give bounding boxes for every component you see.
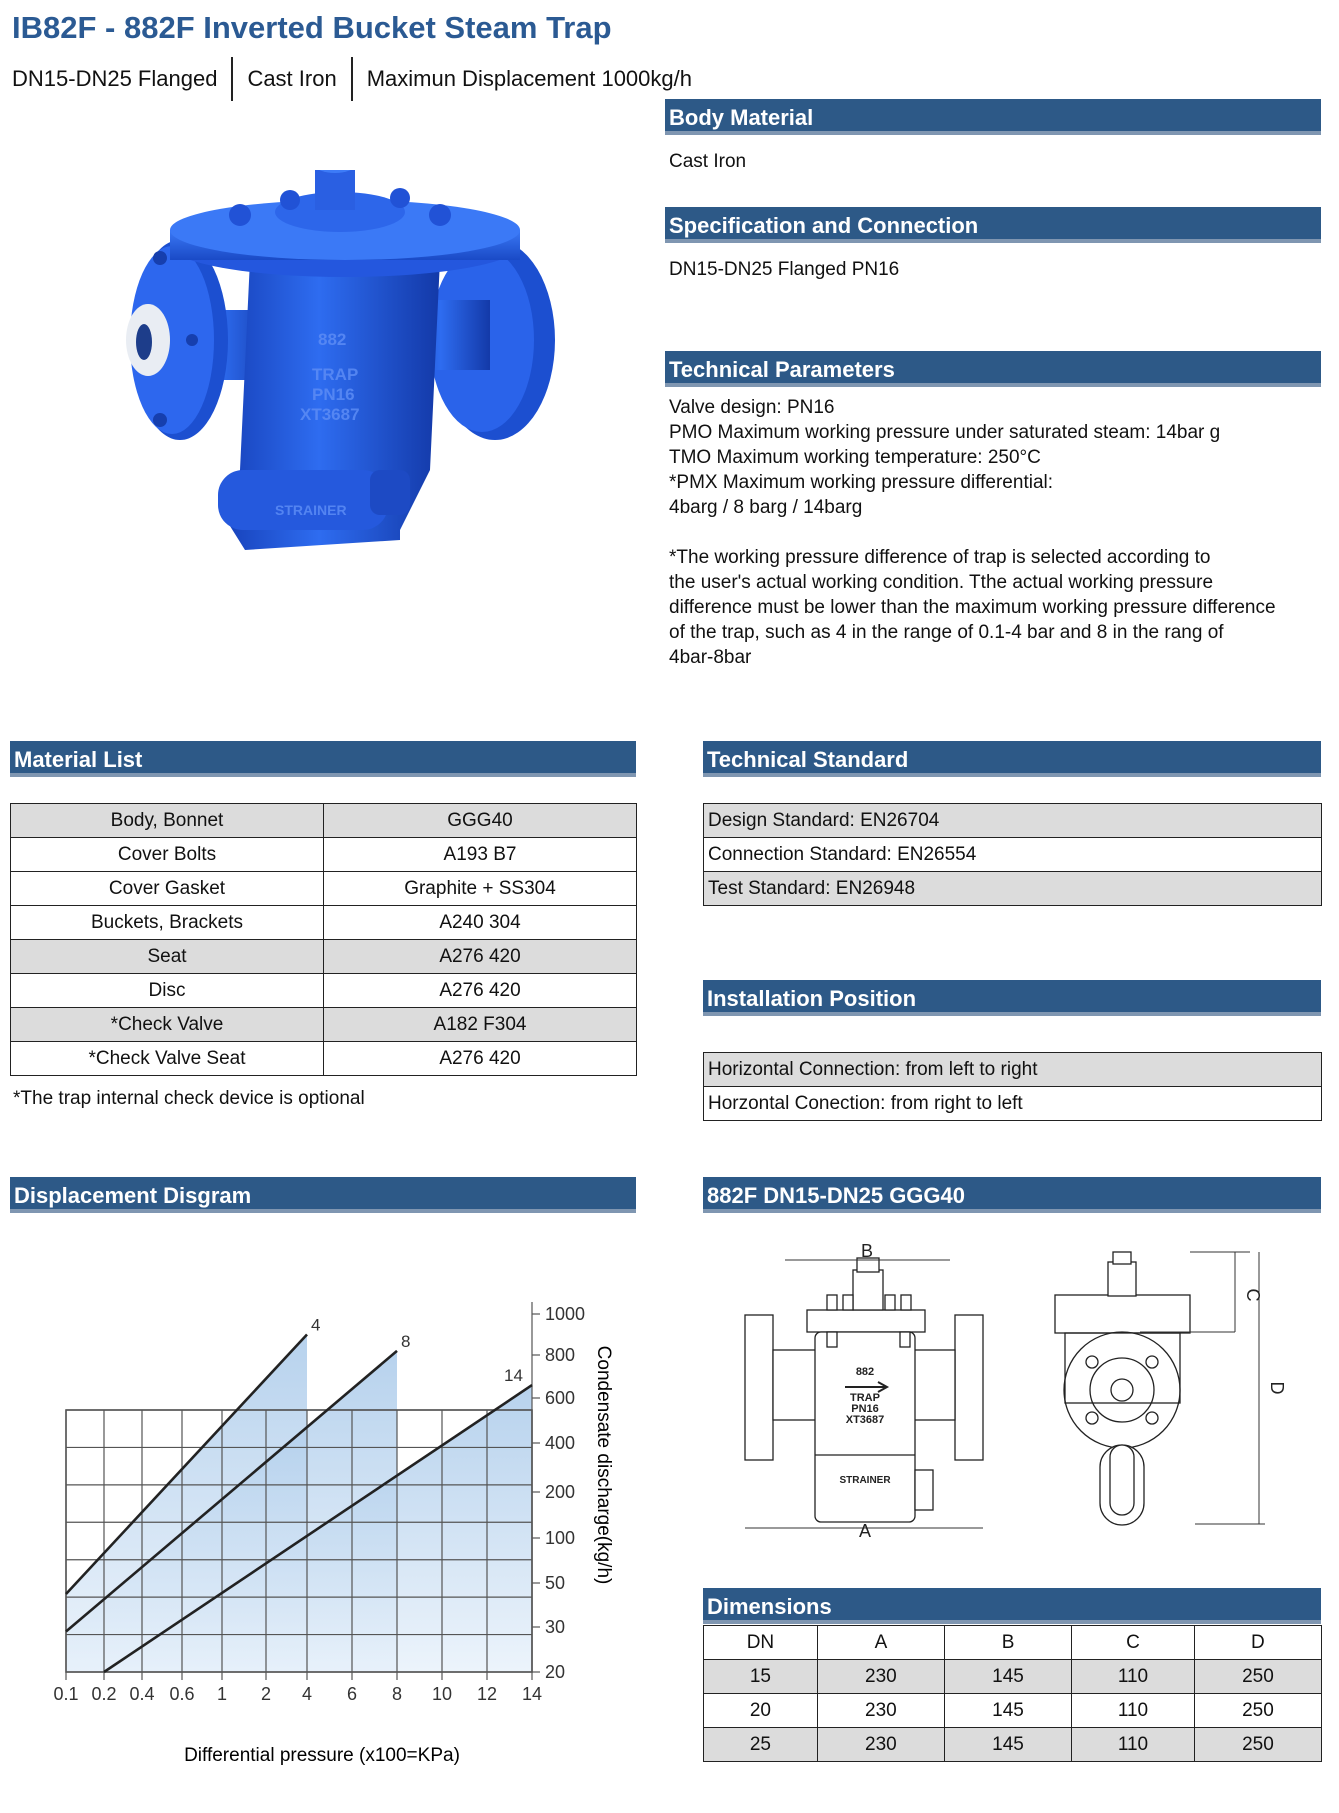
column-header: A	[817, 1626, 944, 1660]
drawing-text-code: XT3687	[845, 1414, 885, 1426]
material-spec: A276 420	[324, 940, 637, 974]
dim-label-c: C	[1243, 1288, 1263, 1302]
standard-cell: Connection Standard: EN26554	[704, 838, 1322, 872]
column-header: B	[944, 1626, 1071, 1660]
material-table	[10, 803, 637, 1076]
dim-cell: 145	[944, 1728, 1071, 1762]
table-row	[704, 1694, 1322, 1728]
chart-y-tick-label: 50	[545, 1573, 566, 1593]
drawing-text-pn: PN16	[851, 1403, 879, 1415]
dim-label-a: A	[858, 1521, 872, 1540]
table-row	[704, 872, 1322, 906]
material-part: Seat	[11, 940, 324, 974]
material-spec: A276 420	[324, 974, 637, 1008]
dim-cell: 250	[1194, 1660, 1321, 1694]
drawing-text-trap: TRAP	[850, 1392, 880, 1404]
dim-cell: 110	[1072, 1694, 1195, 1728]
chart-y-tick-label: 100	[545, 1528, 576, 1548]
table-row	[11, 838, 637, 872]
dim-cell: 20	[704, 1694, 818, 1728]
tech-param-line: *PMX Maximum working pressure differential:	[669, 472, 1054, 493]
installation-table	[703, 1052, 1322, 1121]
chart-y-tick-label: 200	[545, 1482, 576, 1502]
column-header: C	[1072, 1626, 1195, 1660]
tech-params-list	[669, 395, 1276, 670]
drawing-strainer-text: STRAINER	[839, 1475, 891, 1486]
divider	[351, 57, 353, 101]
material-part: *Check Valve Seat	[11, 1042, 324, 1076]
chart-ylabel: Condensate discharge(kg/h)	[593, 1345, 614, 1585]
material-part: Body, Bonnet	[11, 804, 324, 838]
material-spec: A276 420	[324, 1042, 637, 1076]
table-row	[11, 804, 637, 838]
material-note: *The trap internal check device is optional	[13, 1088, 365, 1109]
cast-text-code: XT3687	[300, 405, 360, 424]
chart-series-label: 4	[311, 1315, 321, 1335]
dim-cell: 110	[1072, 1728, 1195, 1762]
material-spec: GGG40	[324, 804, 637, 838]
column-header: DN	[704, 1626, 818, 1660]
dim-cell: 25	[704, 1728, 818, 1762]
cast-text-882: 882	[318, 330, 347, 349]
displacement-chart	[0, 1240, 660, 1780]
table-row	[11, 906, 637, 940]
chart-x-tick-label: 4	[301, 1684, 313, 1704]
tech-param-line: 4barg / 8 barg / 14barg	[669, 497, 863, 518]
tech-param-line: PMO Maximum working pressure under saturated steam: 14bar g	[669, 422, 1221, 443]
tech-note-line: 4bar-8bar	[669, 647, 752, 668]
chart-x-tick-label: 2	[260, 1684, 272, 1704]
dim-cell: 110	[1072, 1660, 1195, 1694]
material-part: Cover Gasket	[11, 872, 324, 906]
material-spec: A240 304	[324, 906, 637, 940]
tech-note-line: *The working pressure difference of trap is selected according to	[669, 547, 1211, 568]
chart-y-tick-label: 20	[545, 1662, 566, 1682]
chart-x-tick-label: 0.1	[53, 1684, 79, 1704]
spec-value: DN15-DN25 Flanged PN16	[669, 259, 900, 280]
installation-header: Installation Position	[703, 980, 1321, 1016]
cast-text-trap: TRAP	[312, 365, 359, 384]
tech-param-line: TMO Maximum working temperature: 250°C	[669, 447, 1041, 468]
chart-series-label: 8	[401, 1331, 411, 1351]
standard-cell: Design Standard: EN26704	[704, 804, 1322, 838]
product-photo	[100, 170, 580, 640]
tech-standard-header: Technical Standard	[703, 741, 1321, 777]
material-spec: A182 F304	[324, 1008, 637, 1042]
tech-param-line: Valve design: PN16	[669, 397, 835, 418]
standard-table	[703, 803, 1322, 906]
body-material-value: Cast Iron	[669, 151, 747, 172]
table-row	[704, 804, 1322, 838]
cast-text-pn: PN16	[312, 385, 355, 404]
diagram-header: Displacement Disgram	[10, 1177, 636, 1213]
chart-x-tick-label: 0.6	[169, 1684, 195, 1704]
tech-note-line: of the trap, such as 4 in the range of 0.1-4 bar and 8 in the rang of	[669, 622, 1224, 643]
installation-cell: Horzontal Conection: from right to left	[704, 1087, 1322, 1121]
body-material-header: Body Material	[665, 99, 1321, 135]
table-row	[704, 838, 1322, 872]
table-row	[11, 1042, 637, 1076]
table-header-row	[704, 1626, 1322, 1660]
chart-x-tick-label: 6	[346, 1684, 358, 1704]
table-row	[704, 1087, 1322, 1121]
material-spec: Graphite + SS304	[324, 872, 637, 906]
dimensions-header: Dimensions	[703, 1588, 1321, 1624]
chart-xlabel: Differential pressure (x100=KPa)	[184, 1745, 460, 1766]
table-row	[11, 940, 637, 974]
dim-cell: 230	[817, 1728, 944, 1762]
dim-cell: 230	[817, 1660, 944, 1694]
drawing-text-882: 882	[855, 1366, 875, 1378]
material-part: Disc	[11, 974, 324, 1008]
dim-cell: 145	[944, 1694, 1071, 1728]
tech-note-line: difference must be lower than the maximum working pressure difference	[669, 597, 1276, 618]
chart-x-tick-label: 0.4	[129, 1684, 155, 1704]
material-part: Buckets, Brackets	[11, 906, 324, 940]
dim-cell: 250	[1194, 1728, 1321, 1762]
subtitle-material: Cast Iron	[247, 66, 337, 91]
chart-y-tick-label: 30	[545, 1617, 566, 1637]
installation-cell: Horizontal Connection: from left to right	[704, 1053, 1322, 1087]
dim-label-b: B	[860, 1241, 874, 1261]
chart-y-tick-label: 400	[545, 1433, 576, 1453]
dim-label-d: D	[1267, 1381, 1287, 1395]
chart-y-tick-label: 800	[545, 1345, 576, 1365]
chart-y-tick-label: 600	[545, 1388, 576, 1408]
chart-x-tick-label: 1	[216, 1684, 228, 1704]
table-row	[11, 974, 637, 1008]
dim-cell: 145	[944, 1660, 1071, 1694]
subtitle-displacement: Maximun Displacement 1000kg/h	[366, 66, 692, 91]
dim-cell: 250	[1194, 1694, 1321, 1728]
dim-cell: 15	[704, 1660, 818, 1694]
dimensions-table	[703, 1625, 1322, 1762]
table-row	[704, 1660, 1322, 1694]
tech-note-line: the user's actual working condition. Tthe actual working pressure	[669, 572, 1214, 593]
chart-x-tick-label: 0.2	[91, 1684, 117, 1704]
drawing-header: 882F DN15-DN25 GGG40	[703, 1177, 1321, 1213]
table-row	[704, 1728, 1322, 1762]
table-row	[11, 1008, 637, 1042]
dim-cell: 230	[817, 1694, 944, 1728]
chart-x-tick-label: 10	[431, 1684, 453, 1704]
chart-x-tick-label: 14	[521, 1684, 543, 1704]
material-list-header: Material List	[10, 741, 636, 777]
material-spec: A193 B7	[324, 838, 637, 872]
chart-x-tick-label: 12	[476, 1684, 498, 1704]
subtitle-size: DN15-DN25 Flanged	[12, 66, 218, 91]
divider	[231, 57, 233, 101]
chart-series-label: 14	[504, 1366, 523, 1386]
cast-text-strainer: STRAINER	[275, 502, 347, 518]
material-part: Cover Bolts	[11, 838, 324, 872]
chart-x-tick-label: 8	[391, 1684, 403, 1704]
material-part: *Check Valve	[11, 1008, 324, 1042]
chart-y-tick-label: 1000	[545, 1304, 586, 1324]
standard-cell: Test Standard: EN26948	[704, 872, 1322, 906]
page-title: IB82F - 882F Inverted Bucket Steam Trap	[12, 10, 612, 45]
spec-header: Specification and Connection	[665, 207, 1321, 243]
table-row	[704, 1053, 1322, 1087]
table-row	[11, 872, 637, 906]
subtitle-row	[12, 56, 692, 102]
tech-params-header: Technical Parameters	[665, 351, 1321, 387]
column-header: D	[1194, 1626, 1321, 1660]
dimension-drawing	[735, 1240, 1295, 1540]
